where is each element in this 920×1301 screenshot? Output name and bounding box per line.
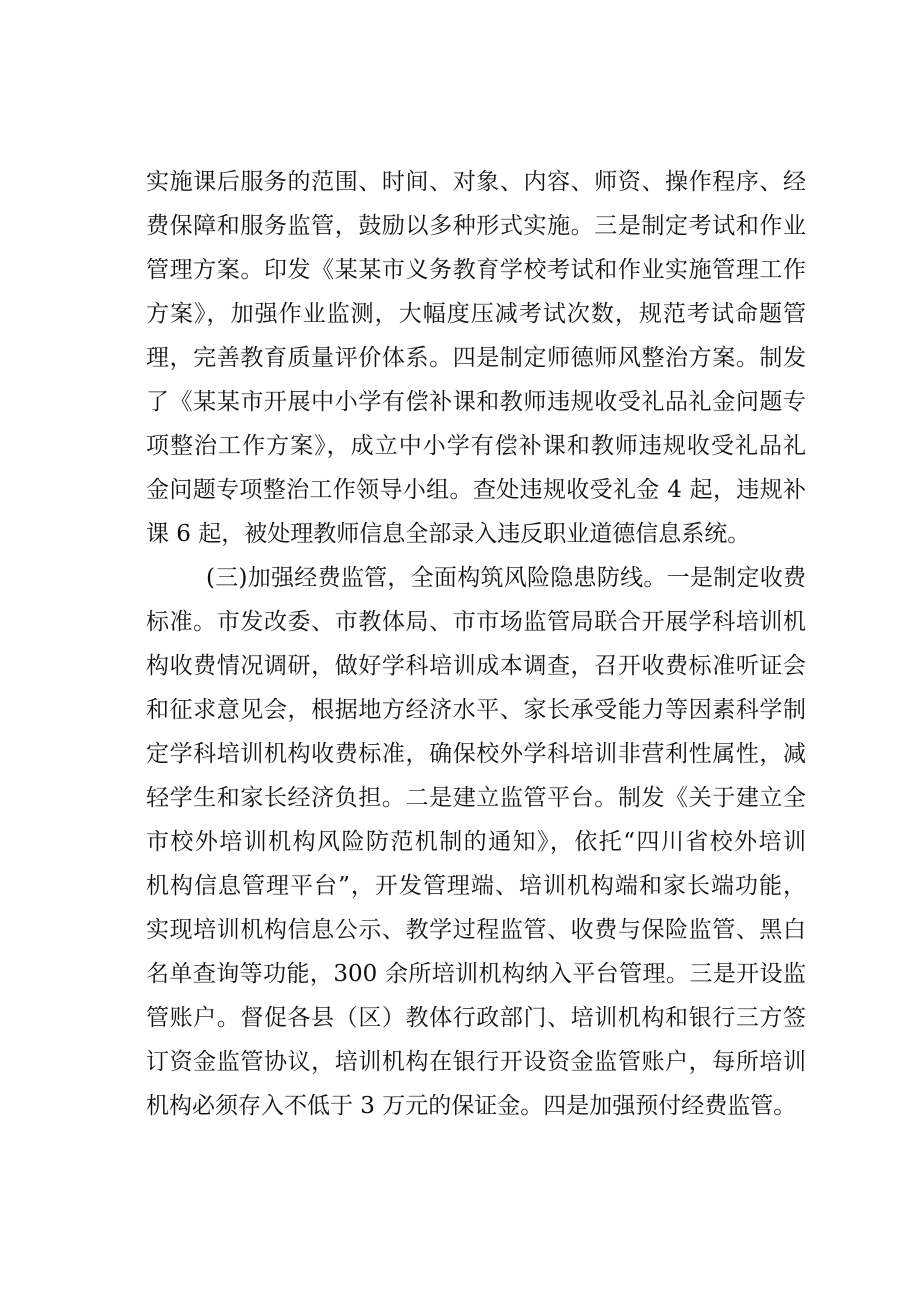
text-line: 管理方案。印发《某某市义务教育学校考试和作业实施管理工作: [146, 257, 806, 283]
text-line: 实现培训机构信息公示、教学过程监管、收费与保险监管、黑白: [146, 917, 806, 943]
text-line: 名单查询等功能，300 余所培训机构纳入平台管理。三是开设监: [146, 961, 806, 987]
text-line: 项整治工作方案》，成立中小学有偿补课和教师违规收受礼品礼: [146, 433, 806, 459]
text-line: 课 6 起，被处理教师信息全部录入违反职业道德信息系统。: [146, 521, 751, 547]
text-line: 标准。市发改委、市教体局、市市场监管局联合开展学科培训机: [146, 609, 806, 635]
text-line: 机构信息管理平台”，开发管理端、培训机构端和家长端功能，: [146, 873, 806, 899]
text-line: 和征求意见会，根据地方经济水平、家长承受能力等因素科学制: [146, 697, 806, 723]
text-line: 金问题专项整治工作领导小组。查处违规收受礼金 4 起，违规补: [146, 477, 806, 503]
text-line: 费保障和服务监管，鼓励以多种形式实施。三是制定考试和作业: [146, 213, 806, 239]
text-line: 方案》，加强作业监测，大幅度压减考试次数，规范考试命题管: [146, 301, 806, 327]
text-line: 了《某某市开展中小学有偿补课和教师违规收受礼品礼金问题专: [146, 389, 806, 415]
text-line: 定学科培训机构收费标准，确保校外学科培训非营利性属性，减: [146, 741, 806, 767]
text-line: 机构必须存入不低于 3 万元的保证金。四是加强预付经费监管。: [146, 1093, 797, 1119]
text-line: 实施课后服务的范围、时间、对象、内容、师资、操作程序、经: [146, 169, 806, 195]
text-line: 轻学生和家长经济负担。二是建立监管平台。制发《关于建立全: [146, 785, 806, 811]
text-line: 订资金监管协议，培训机构在银行开设资金监管账户，每所培训: [146, 1049, 806, 1075]
text-line: 市校外培训机构风险防范机制的通知》，依托“四川省校外培训: [146, 829, 806, 855]
text-line: 理，完善教育质量评价体系。四是制定师德师风整治方案。制发: [146, 345, 806, 371]
text-line: 管账户。督促各县（区）教体行政部门、培训机构和银行三方签: [146, 1005, 806, 1031]
text-line: 构收费情况调研，做好学科培训成本调查，召开收费标准听证会: [146, 653, 806, 679]
section-heading-line: (三)加强经费监管，全面构筑风险隐患防线。一是制定收费: [206, 565, 806, 591]
